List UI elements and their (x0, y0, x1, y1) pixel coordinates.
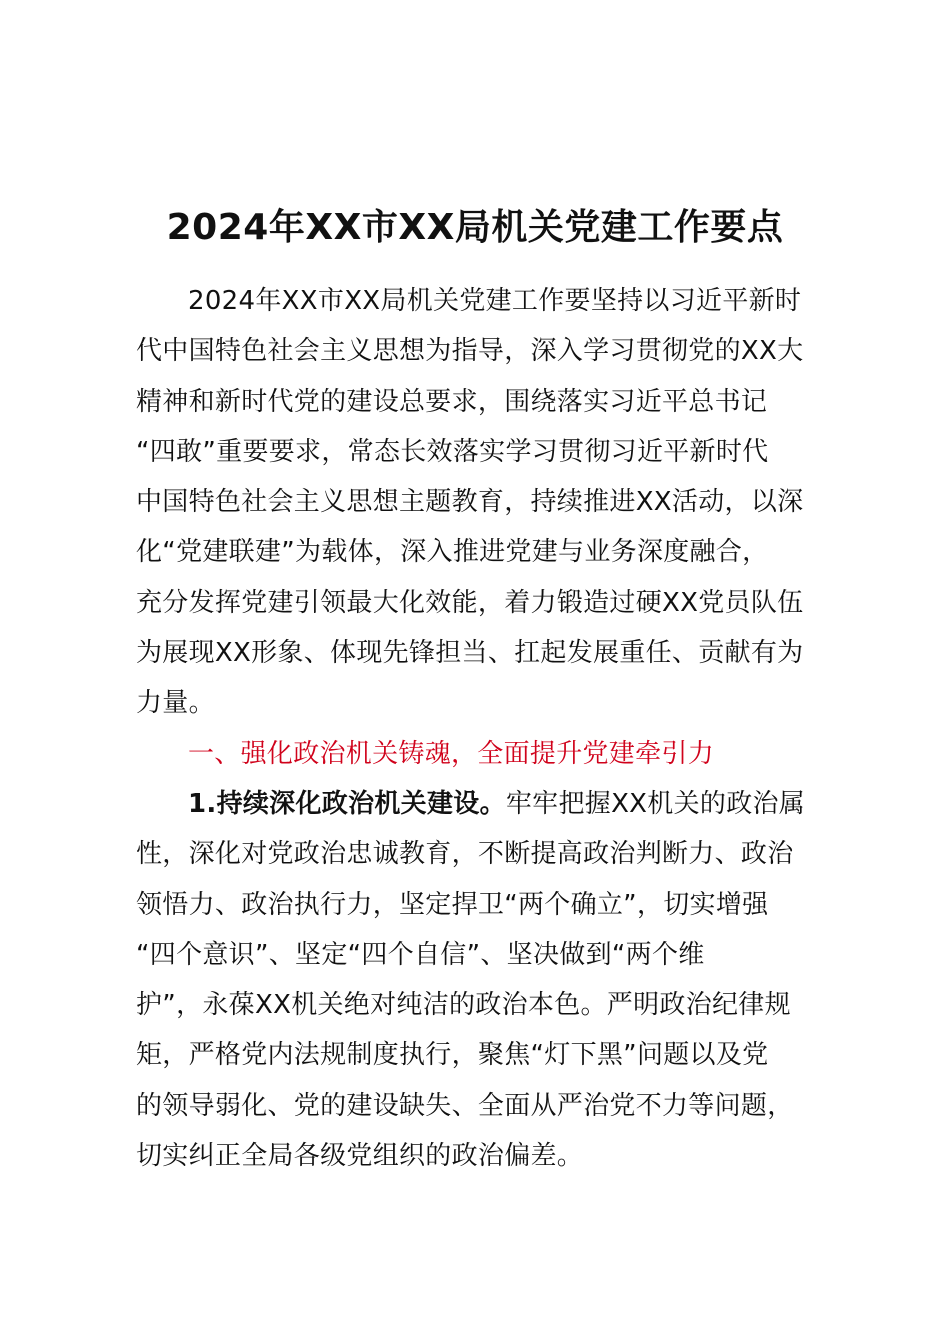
intro-line: 2024年XX市XX局机关党建工作要坚持以习近平新时 (188, 286, 802, 316)
item-1-line: 护”，永葆XX机关绝对纯洁的政治本色。严明政治纪律规 (136, 990, 791, 1021)
item-1-title: 1.持续深化政治机关建设。 (188, 788, 506, 819)
item-1-line: 领悟力、政治执行力，坚定捍卫“两个确立”，切实增强 (136, 889, 769, 920)
item-1-first-line (136, 779, 846, 829)
intro-line: 充分发挥党建引领最大化效能，着力锻造过硬XX党员队伍 (136, 587, 804, 618)
intro-paragraph (136, 276, 846, 1181)
intro-line: 为展现XX形象、体现先锋担当、扛起发展重任、贡献有为 (136, 638, 804, 669)
intro-line: 代中国特色社会主义思想为指导，深入学习贯彻党的XX大 (136, 336, 804, 367)
section-heading: 一、强化政治机关铸魂，全面提升党建牵引力 (188, 738, 715, 769)
intro-line: 中国特色社会主义思想主题教育，持续推进XX活动，以深 (136, 487, 804, 518)
intro-line: 精神和新时代党的建设总要求，围绕落实习近平总书记 (136, 386, 768, 417)
item-1-line: 的领导弱化、党的建设缺失、全面从严治党不力等问题， (136, 1090, 794, 1121)
intro-line: “四敢”重要要求，常态长效落实学习贯彻习近平新时代 (136, 436, 769, 467)
item-1-line: “四个意识”、坚定“四个自信”、坚决做到“两个维 (136, 939, 705, 970)
item-1-line: 切实纠正全局各级党组织的政治偏差。 (136, 1141, 584, 1172)
intro-line: 化“党建联建”为载体，深入推进党建与业务深度融合， (136, 537, 769, 568)
item-1-line: 性，深化对党政治忠诚教育，不断提高政治判断力、政治 (136, 839, 794, 870)
item-1-line: 矩，严格党内法规制度执行，聚焦“灯下黑”问题以及党 (136, 1040, 769, 1071)
document-title: 2024年XX市XX局机关党建工作要点 (166, 207, 784, 248)
intro-line: 力量。 (136, 688, 215, 719)
item-1-first-line-text: 牢牢把握XX机关的政治属 (505, 788, 806, 819)
